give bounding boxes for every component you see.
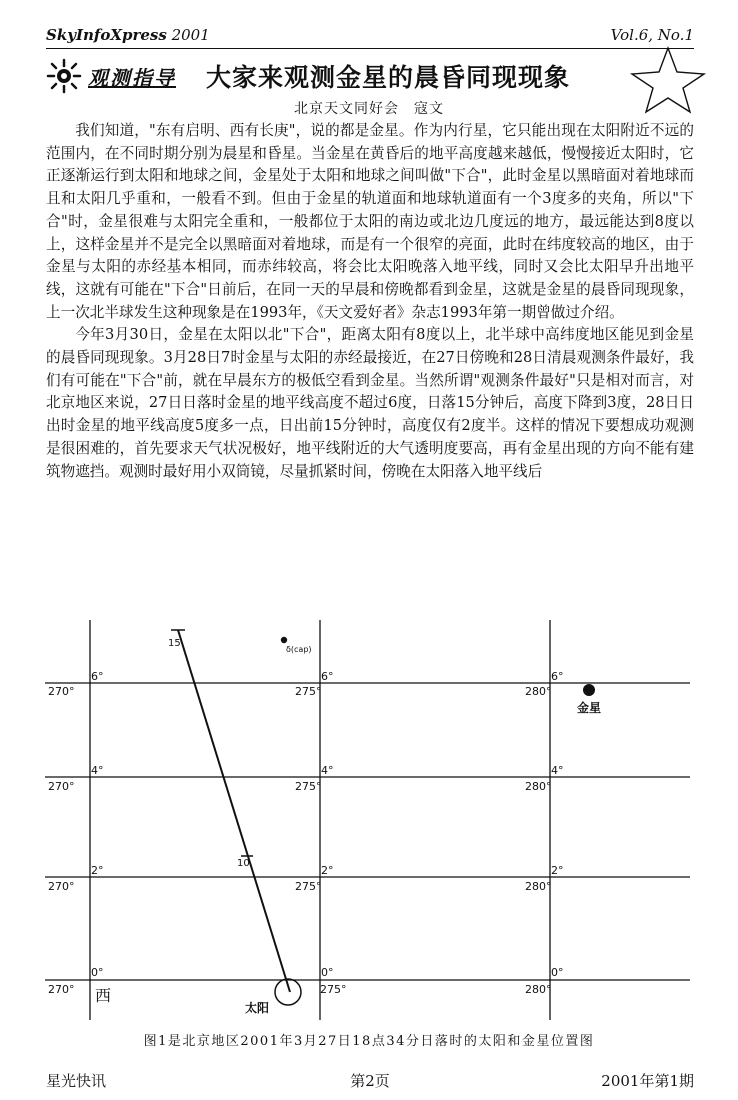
star-delta-cap-label: δ(cap): [286, 645, 312, 654]
publication-title: SkyInfoXpress: [46, 26, 167, 44]
sun-burst-icon: [46, 58, 82, 94]
author-byline: 北京天文同好会 寇文: [294, 101, 444, 117]
col-label-275-b: 275°: [295, 780, 322, 793]
footer-newsletter-name: 星光快讯: [46, 1072, 107, 1090]
sun-venus-position-chart: [40, 620, 700, 1025]
venus-label: 金星: [577, 701, 602, 715]
col-label-270-d: 270°: [48, 983, 75, 996]
publication-year: 2001: [171, 26, 210, 44]
star-delta-cap-marker: [281, 637, 287, 643]
col-label-270-b: 270°: [48, 780, 75, 793]
row-label-4-c: 4°: [551, 764, 564, 777]
column-label: 观测指导: [88, 66, 176, 90]
row-label-4-b: 4°: [321, 764, 334, 777]
paragraph-1: 我们知道，"东有启明、西有长庚"，说的都是金星。作为内行星，它只能出现在太阳附近不远的范围内，在不同时期分别为晨星和昏星。当金星在黄昏后的地平高度越来越低，慢慢接近太阳时，它正逐渐运行到太阳和地球之间，金星处于太阳和地球之间叫做"下合"，此时金星以黑暗面对着地球而且和太阳几乎重和，一般看不到。但由于金星的轨道面和地球轨道面有一个3度多的夹角，所以"下合"时，金星很难与太阳完全重和，一般都位于太阳的南边或北边几度远的地方，最远能达到8度以上，这样金星并不是完全以黑暗面对着地球，而是有一个很窄的亮面，此时在纬度较高的地区，由于金星与太阳的赤经基本相同，而赤纬较高，将会比太阳晚落入地平线，同时又会比太阳早升出地平线，这就有可能在"下合"日前后，在同一天的早晨和傍晚都看到金星，这就是金星的晨昏同现现象，上一次北半球发生这种现象是在1993年，《天文爱好者》杂志1993年第一期曾做过介绍。: [46, 122, 694, 321]
title-row: [40, 56, 700, 96]
row-label-0-a: 0°: [91, 966, 104, 979]
article-title: 大家来观测金星的晨昏同现现象: [206, 63, 571, 92]
col-label-280-b: 280°: [525, 780, 552, 793]
row-label-6-a: 6°: [91, 670, 104, 683]
col-label-280-a: 280°: [525, 685, 552, 698]
col-label-275-a: 275°: [295, 685, 322, 698]
col-label-275-c: 275°: [295, 880, 322, 893]
page-header: [46, 26, 694, 49]
row-label-2-c: 2°: [551, 864, 564, 877]
track-label-10: 10: [237, 858, 250, 869]
west-direction-label: 西: [95, 986, 112, 1005]
col-label-275-d: 275°: [320, 983, 347, 996]
figure-caption: 图1是北京地区2001年3月27日18点34分日落时的太阳和金星位置图: [143, 1034, 595, 1049]
paragraph-2: 今年3月30日，金星在太阳以北"下合"，距离太阳有8度以上，北半球中高纬度地区能见到金星的晨昏同现现象。3月28日7时金星与太阳的赤经最接近，在27日傍晚和28日清晨观测条件最好，我们有可能在"下合"前，就在早晨东方的极低空看到金星。当然所谓"观测条件最好"只是相对而言，对北京地区来说，27日日落时金星的地平线高度不超过6度，日落15分钟后，高度下降到3度，28日日出时金星的地平线高度5度多一点，日出前15分钟时，高度仅有2度半。这样的情况下要想成功观测是很困难的，首先要求天气状况极好，地平线附近的大气透明度要高，再有金星出现的方向不能有建筑物遮挡。观测时最好用小双筒镜，尽量抓紧时间，傍晚在太阳落入地平线后: [46, 326, 694, 480]
track-label-15: 15: [168, 638, 181, 649]
row-label-0-b: 0°: [321, 966, 334, 979]
col-label-270-a: 270°: [48, 685, 75, 698]
row-label-4-a: 4°: [91, 764, 104, 777]
col-label-280-c: 280°: [525, 880, 552, 893]
article-body: [46, 120, 694, 483]
row-label-6-b: 6°: [321, 670, 334, 683]
row-label-2-b: 2°: [321, 864, 334, 877]
col-label-270-c: 270°: [48, 880, 75, 893]
sun-track-line: [178, 630, 290, 992]
page-footer: [46, 1070, 694, 1092]
row-label-6-c: 6°: [551, 670, 564, 683]
publication-name: [46, 26, 210, 44]
sun-label: 太阳: [245, 1001, 270, 1015]
venus-marker: [583, 684, 595, 696]
volume-label: Vol.6, No.1: [610, 26, 694, 44]
col-label-280-d: 280°: [525, 983, 552, 996]
footer-page-number: 第2页: [350, 1072, 390, 1090]
row-label-2-a: 2°: [91, 864, 104, 877]
row-label-0-c: 0°: [551, 966, 564, 979]
chart-grid: [45, 620, 690, 1020]
footer-issue: 2001年第1期: [601, 1072, 694, 1090]
